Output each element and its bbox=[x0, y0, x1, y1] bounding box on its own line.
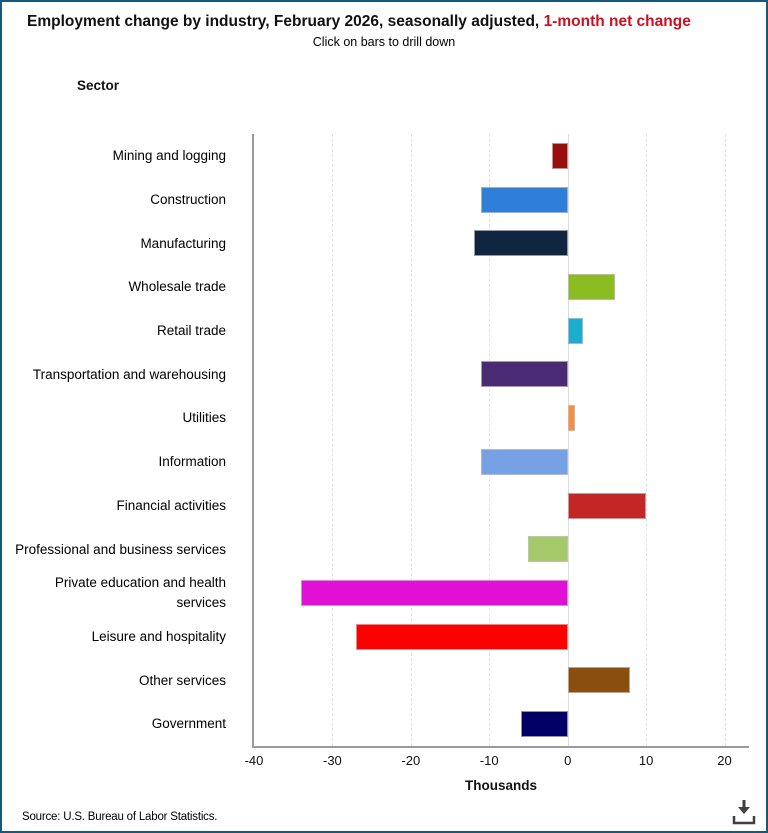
bar-utilities[interactable] bbox=[568, 405, 576, 431]
zero-gridline bbox=[568, 134, 569, 746]
bar-wholesale-trade[interactable] bbox=[568, 274, 615, 300]
gridline bbox=[646, 134, 647, 746]
bar-transportation-and-warehousing[interactable] bbox=[481, 361, 567, 387]
category-label: Retail trade bbox=[156, 322, 226, 338]
category-label: Professional and business services bbox=[15, 541, 226, 557]
chart-subtitle: Click on bars to drill down bbox=[312, 35, 456, 49]
title-main: Employment change by industry, February 2026, seasonally adjusted, bbox=[27, 13, 544, 30]
bar-mining-and-logging[interactable] bbox=[552, 143, 568, 169]
x-tick-label: -20 bbox=[401, 753, 421, 768]
category-label: Information bbox=[158, 454, 226, 470]
bar-chart bbox=[2, 134, 750, 746]
x-axis-line bbox=[252, 746, 749, 748]
category-label: Leisure and hospitality bbox=[91, 628, 226, 644]
category-label: Transportation and warehousing bbox=[32, 366, 226, 382]
source-note: Source: U.S. Bureau of Labor Statistics. bbox=[22, 811, 218, 823]
gridline bbox=[725, 134, 726, 746]
bar-information[interactable] bbox=[481, 449, 567, 475]
x-tick-label: -30 bbox=[322, 753, 342, 768]
plot-area bbox=[254, 134, 748, 746]
y-axis-title: Sector bbox=[77, 78, 120, 93]
bar-construction[interactable] bbox=[481, 187, 567, 213]
x-axis-title: Thousands bbox=[464, 778, 537, 793]
bar-retail-trade[interactable] bbox=[568, 318, 584, 344]
category-label: Construction bbox=[150, 191, 226, 207]
x-tick-label: -40 bbox=[244, 753, 264, 768]
category-label: Mining and logging bbox=[112, 148, 226, 164]
category-labels bbox=[2, 134, 240, 746]
x-tick-label: -10 bbox=[479, 753, 499, 768]
category-label: Private education and health services bbox=[54, 575, 226, 611]
bar-professional-and-business-services[interactable] bbox=[528, 536, 567, 562]
gridline bbox=[411, 134, 412, 746]
download-icon bbox=[729, 814, 759, 829]
bar-manufacturing[interactable] bbox=[474, 230, 568, 256]
category-label: Other services bbox=[138, 672, 226, 688]
bar-financial-activities[interactable] bbox=[568, 493, 646, 519]
x-axis-ticks bbox=[2, 753, 768, 769]
x-tick-label: 20 bbox=[717, 753, 732, 768]
category-label: Utilities bbox=[182, 410, 226, 426]
bar-other-services[interactable] bbox=[568, 667, 631, 693]
gridline bbox=[489, 134, 490, 746]
category-label: Manufacturing bbox=[140, 235, 226, 251]
category-label: Government bbox=[151, 716, 226, 732]
x-tick-label: 0 bbox=[564, 753, 572, 768]
gridline bbox=[332, 134, 333, 746]
download-button[interactable] bbox=[728, 798, 760, 828]
category-label: Wholesale trade bbox=[128, 279, 226, 295]
title-highlight: 1-month net change bbox=[543, 13, 691, 30]
bar-leisure-and-hospitality[interactable] bbox=[356, 624, 568, 650]
bar-government[interactable] bbox=[521, 711, 568, 737]
bar-private-education-and-health-services[interactable] bbox=[301, 580, 568, 606]
page-title bbox=[27, 13, 741, 31]
category-label: Financial activities bbox=[116, 497, 226, 513]
x-tick-label: 10 bbox=[638, 753, 654, 768]
